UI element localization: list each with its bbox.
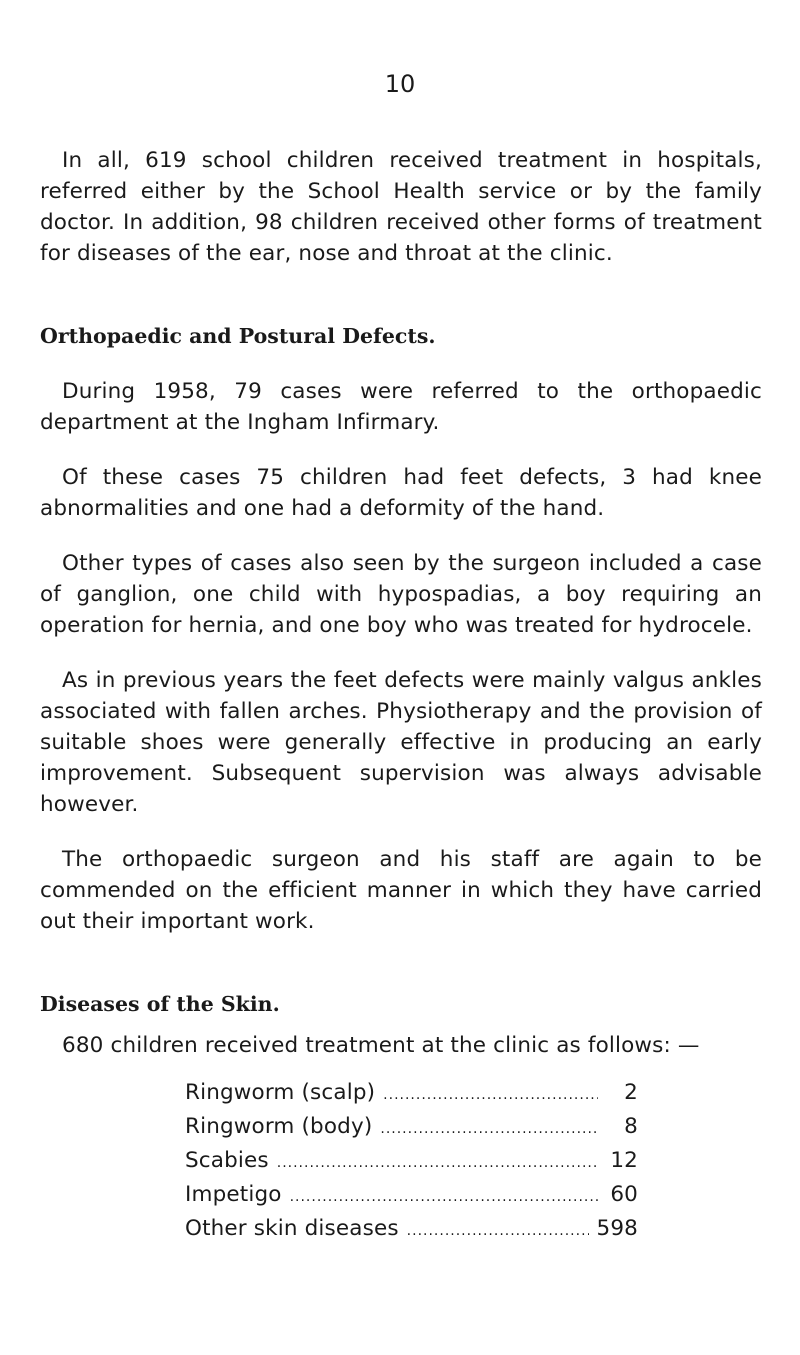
orthopaedic-heading: Orthopaedic and Postural Defects. [40,324,436,348]
skin-row [185,1179,638,1213]
skin-row [185,1111,638,1145]
skin-row-count: 598 [596,1216,638,1241]
skin-intro-paragraph: 680 children received treatment at the clinic as follows: — [62,1033,700,1058]
orthopaedic-paragraph: The orthopaedic surgeon and his staff are again to be commended on the efficient manner in which they have carried out their important work. [40,847,762,934]
orthopaedic-paragraph: During 1958, 79 cases were referred to the orthopaedic department at the Ingham Infirmary. [40,379,762,435]
orthopaedic-paragraph: As in previous years the feet defects were mainly valgus ankles associated with fallen arches. Physiotherapy and the provision of suitable shoes were generally effective in producing an early improvement. Subsequent supervision was always advisable however. [40,668,762,817]
skin-row-count: 2 [624,1080,638,1105]
skin-row-label: Scabies [185,1148,269,1173]
skin-row-label: Impetigo [185,1182,282,1207]
skin-diseases-table [185,1077,638,1247]
skin-diseases-heading: Diseases of the Skin. [40,992,280,1016]
skin-row [185,1213,638,1247]
dot-leader [383,1080,598,1111]
skin-row [185,1077,638,1111]
skin-row-label: Ringworm (body) [185,1114,373,1139]
skin-row-label: Ringworm (scalp) [185,1080,376,1105]
document-body [40,145,762,1247]
skin-row-count: 60 [610,1182,638,1207]
page-number: 10 [384,70,416,98]
dot-leader [290,1182,598,1213]
skin-row-label: Other skin diseases [185,1216,399,1241]
dot-leader [380,1114,598,1145]
orthopaedic-paragraph: Other types of cases also seen by the surgeon included a case of ganglion, one child with hypospadias, a boy requiring an operation for hernia, and one boy who was treated for hydrocele. [40,551,762,638]
skin-row [185,1145,638,1179]
dot-leader [277,1148,598,1179]
skin-row-count: 8 [624,1114,638,1139]
orthopaedic-paragraph: Of these cases 75 children had feet defects, 3 had knee abnormalities and one had a deformity of the hand. [40,465,762,521]
skin-row-count: 12 [610,1148,638,1173]
dot-leader [407,1216,589,1247]
intro-paragraph: In all, 619 school children received treatment in hospitals, referred either by the School Health service or by the family doctor. In addition, 98 children received other forms of treatment for diseases of the ear, nose and throat at the clinic. [40,148,762,266]
